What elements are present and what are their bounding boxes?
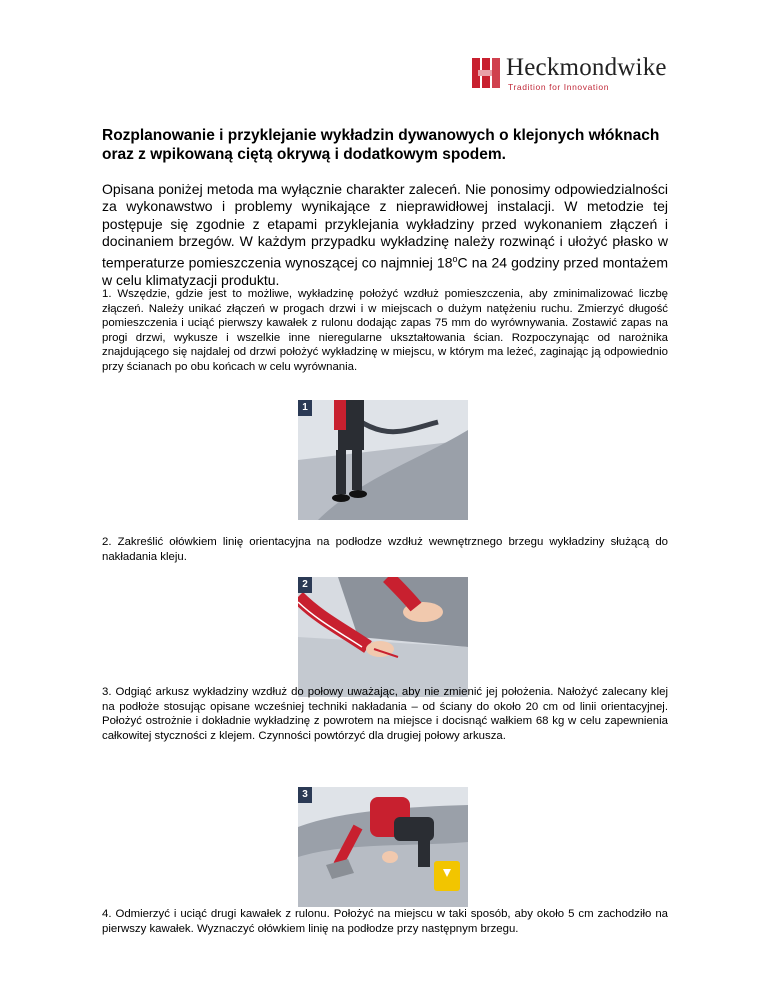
- figure-3-number: 3: [298, 787, 312, 803]
- step-1-text: 1. Wszędzie, gdzie jest to możliwe, wykładzinę położyć wzdłuż pomieszczenia, aby zminimalizować liczbę złączeń. Należy unikać złączeń w progach drzwi i w miejscach o dużym natężeniu ruchu. Zmierzyć długość pomieszczenia i uciąć pierwszy kawałek z rulonu dodając zapas 75 mm do wyrównywania. Zostawić zapas na progi drzwi, wykusze i wszelkie inne nieregularne ukształtowania ścian. Rozpoczynając od narożnika znajdującego się najdalej od drzwi położyć wykładzinę w miejscu, w którym ma leżeć, zaginając ją odpowiednio przy ścianach po obu końcach w celu wyrównania.: [102, 288, 668, 373]
- brand-tagline: Tradition for Innovation: [508, 82, 610, 92]
- step-2-text: 2. Zakreślić ołówkiem linię orientacyjna na podłodze wzdłuż wewnętrznego brzegu wykładziny służącą do nakładania kleju.: [102, 536, 668, 563]
- heckmondwike-logo-icon: [472, 58, 500, 88]
- brand-logo: [472, 54, 672, 94]
- step-2-illustration: [298, 577, 468, 697]
- intro-paragraph: Opisana poniżej metoda ma wyłącznie charakter zaleceń. Nie ponosimy odpowiedzialności za wykonawstwo i problemy wynikające z nieprawidłowej instalacji. W metodzie tej postępuje się zgodnie z etapami przyklejania wykładziny przed wykonaniem złączeń i docinaniem brzegów. W każdym przypadku wykładzinę należy rozwinąć i ułożyć płasko w temperaturze pomieszczenia wynoszącej co najmniej 18$^o$C na 24 godziny przed montażem w celu klimatyzacji produktu.: [102, 181, 668, 288]
- figure-1-number: 1: [298, 400, 312, 416]
- step-4-text: 4. Odmierzyć i uciąć drugi kawałek z rulonu. Położyć na miejscu w taki sposób, aby około 5 cm zachodziło na pierwszy kawałek. Wyznaczyć ołówkiem linię na podłodze przy następnym brzegu.: [102, 908, 668, 935]
- figure-2-number: 2: [298, 577, 312, 593]
- step-1-illustration: [298, 400, 468, 520]
- step-3-text: 3. Odgiąć arkusz wykładziny wzdłuż do połowy uważając, aby nie zmienić jej położenia. Nałożyć zalecany klej na podłoże stosując opisane wcześniej techniki nakładania – od ściany do około 20 cm od linii orientacyjnej. Położyć ostrożnie i dokładnie wykładzinę z powrotem na miejsce i docisnąć wałkiem 68 kg w celu zapewnienia całkowitej styczności z klejem. Czynności powtórzyć dla drugiej połowy arkusza.: [102, 686, 668, 742]
- step-3-illustration: [298, 787, 468, 907]
- brand-name: Heckmondwike: [506, 54, 667, 81]
- document-title: Rozplanowanie i przyklejanie wykładzin dywanowych o klejonych włóknach oraz z wpikowaną ciętą okrywą i dodatkowym spodem.: [102, 127, 660, 163]
